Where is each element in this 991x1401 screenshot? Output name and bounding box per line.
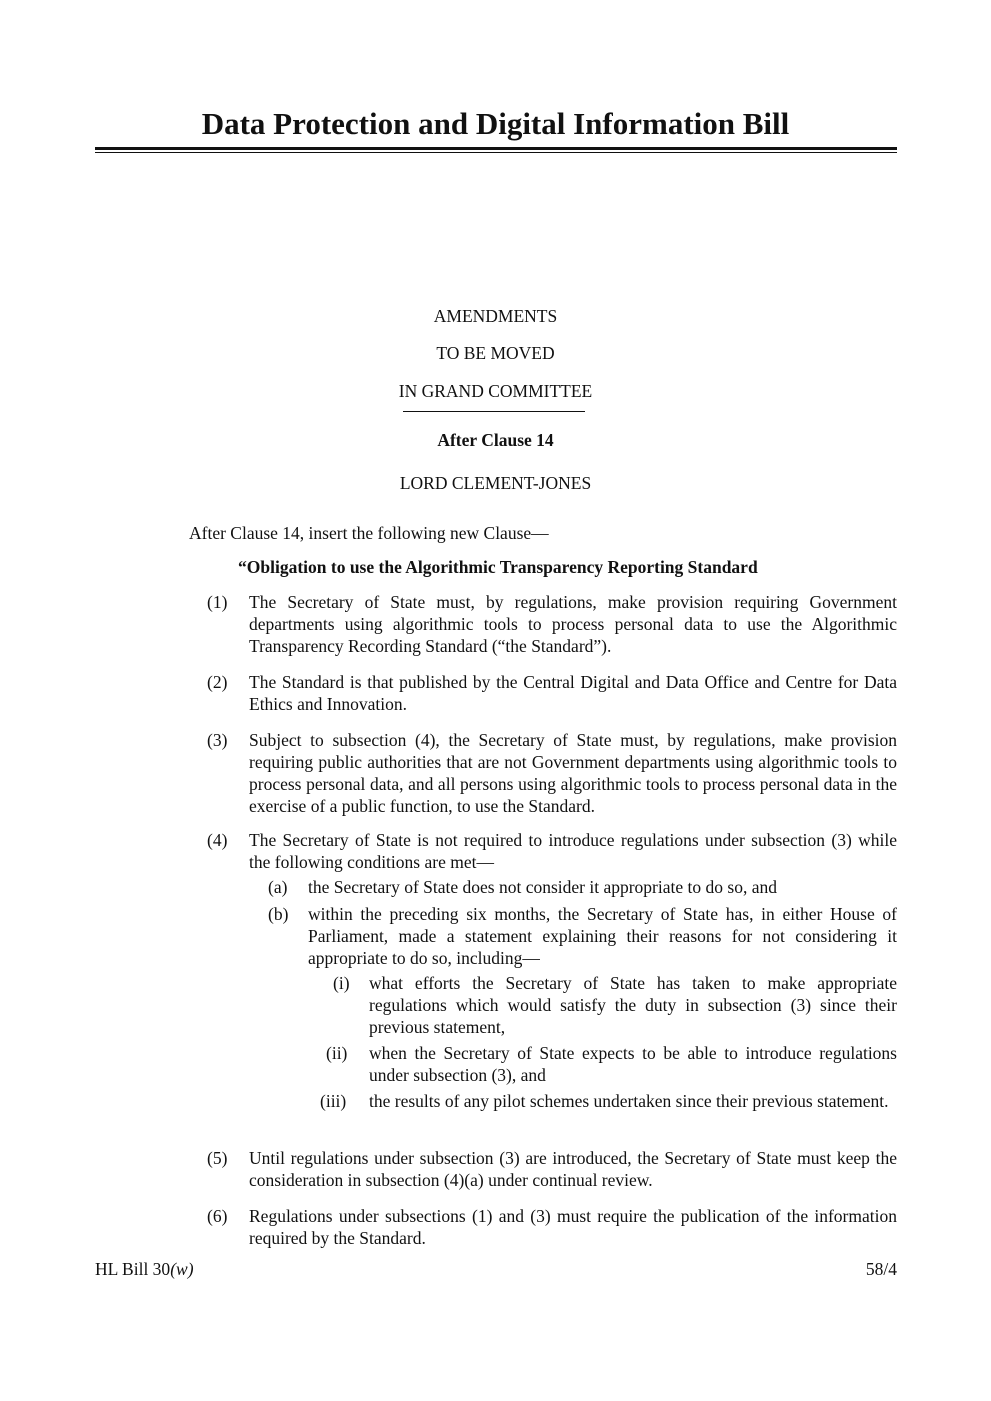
subparagraph-text: the results of any pilot schemes undertaken since their previous statement. xyxy=(369,1091,889,1111)
section-divider xyxy=(403,411,585,412)
subsection-number: (1) xyxy=(207,592,228,612)
paragraph-text: within the preceding six months, the Secretary of State has, in either House of Parliament, made a statement explaining their reasons for not considering it appropriate to do so, including— xyxy=(308,904,897,968)
subsection-text: Regulations under subsections (1) and (3) must require the publication of the information required by the Standard. xyxy=(249,1206,897,1248)
subparagraph-number: (iii) xyxy=(320,1091,347,1111)
paragraph-number: (b) xyxy=(268,904,289,924)
subsection-number: (6) xyxy=(207,1206,228,1226)
member-name: LORD CLEMENT-JONES xyxy=(399,473,592,493)
paragraph-text: the Secretary of State does not consider it appropriate to do so, and xyxy=(308,877,777,897)
amendments-heading: AMENDMENTS xyxy=(433,306,558,326)
subsection-text: The Standard is that published by the Central Digital and Data Office and Centre for Data Ethics and Innovation. xyxy=(249,672,897,714)
title-rule-thick xyxy=(95,147,897,150)
subsection-number: (2) xyxy=(207,672,228,692)
to-be-moved: TO BE MOVED xyxy=(436,343,555,363)
page-reference: 58/4 xyxy=(865,1259,897,1279)
subparagraph-number: (i) xyxy=(333,973,350,993)
subsection-text: Until regulations under subsection (3) are introduced, the Secretary of State must keep the consideration in subsection (4)(a) under continual review. xyxy=(249,1148,897,1190)
amendment-intro: After Clause 14, insert the following new Clause— xyxy=(189,523,549,543)
bill-suffix: (w) xyxy=(170,1259,194,1279)
grand-committee: IN GRAND COMMITTEE xyxy=(398,381,593,401)
subsection-text: Subject to subsection (4), the Secretary of State must, by regulations, make provision requiring public authorities that are not Government departments using algorithmic tools to process personal data, and all persons using algorithmic tools to process personal data in the exercise of a public function, to use the Standard. xyxy=(249,730,897,816)
subsection-number: (5) xyxy=(207,1148,228,1168)
new-clause-heading: “Obligation to use the Algorithmic Transparency Reporting Standard xyxy=(238,557,758,577)
subsection-number: (4) xyxy=(207,830,228,850)
subsection-number: (3) xyxy=(207,730,228,750)
subsection-text: The Secretary of State must, by regulations, make provision requiring Government departments using algorithmic tools to process personal data to use the Algorithmic Transparency Recording Standard (“the Standard”). xyxy=(249,592,897,656)
subsection-text: The Secretary of State is not required to introduce regulations under subsection (3) while the following conditions are met— xyxy=(249,830,897,872)
subparagraph-text: what efforts the Secretary of State has taken to make appropriate regulations which would satisfy the duty in subsection (3) since their previous statement, xyxy=(369,973,897,1037)
subparagraph-number: (ii) xyxy=(326,1043,348,1063)
clause-position: After Clause 14 xyxy=(437,430,554,450)
paragraph-number: (a) xyxy=(268,877,288,897)
bill-title: Data Protection and Digital Information Bill xyxy=(201,106,790,141)
bill-number: HL Bill 30 xyxy=(95,1259,171,1279)
subparagraph-text: when the Secretary of State expects to be able to introduce regulations under subsection (3), and xyxy=(369,1043,897,1085)
bill-reference xyxy=(95,1258,194,1280)
title-rule-thin xyxy=(95,152,897,153)
